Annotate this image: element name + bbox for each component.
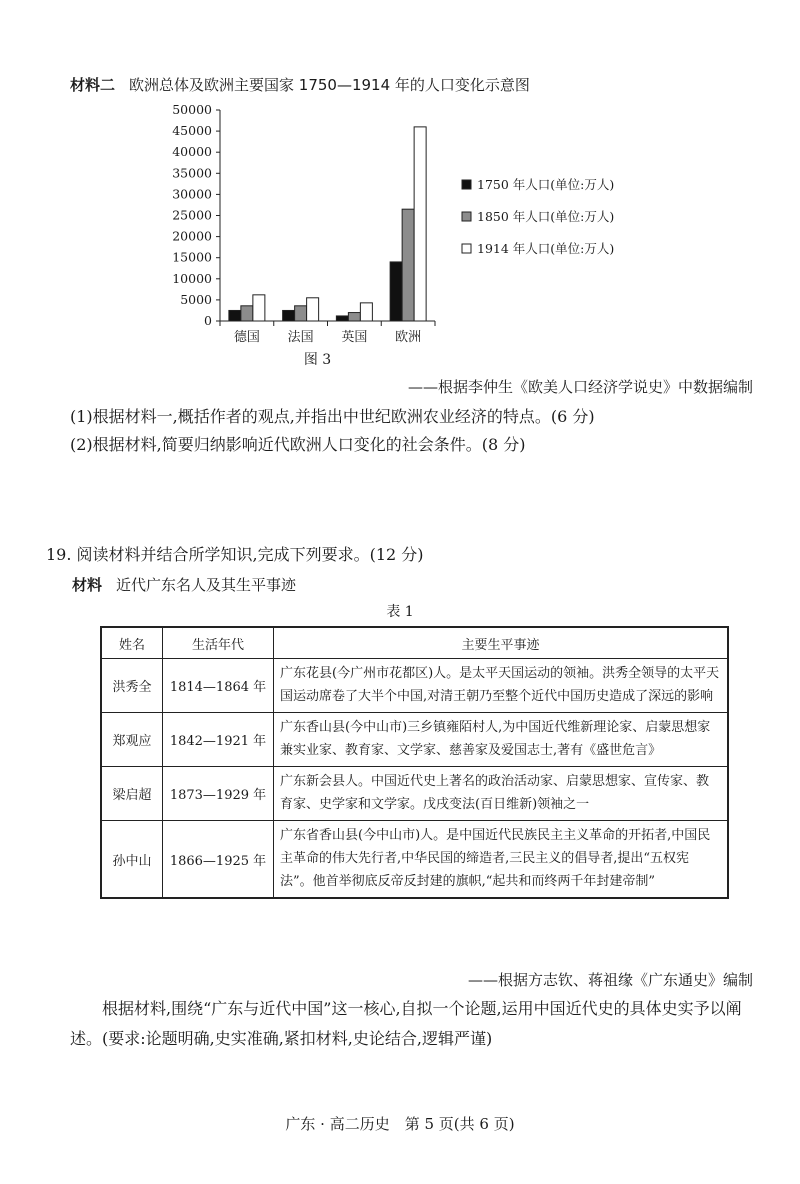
y-tick-label: 35000 [172, 165, 212, 181]
bar-欧洲-series-3 [414, 127, 426, 321]
y-tick-label: 40000 [172, 144, 212, 160]
legend-label: 1914 年人口(单位:万人) [477, 241, 615, 256]
legend-swatch [462, 244, 471, 253]
material-label: 材料 [72, 576, 103, 594]
material2-heading [70, 74, 530, 95]
person-years: 1814—1864 年 [163, 659, 274, 713]
bar-英国-series-1 [336, 316, 348, 321]
bar-法国-series-2 [295, 306, 307, 321]
y-tick-label: 5000 [180, 291, 212, 307]
material2-label: 材料二 [70, 76, 116, 94]
question-2: (2)根据材料,简要归纳影响近代欧洲人口变化的社会条件。(8 分) [70, 435, 526, 454]
question-19-material-heading [72, 574, 296, 595]
legend-swatch [462, 212, 471, 221]
person-deeds: 广东省香山县(今中山市)人。是中国近代民族民主主义革命的开拓者,中国民主革命的伟大先行者,中华民国的缔造者,三民主义的倡导者,提出“五权宪法”。他首举彻底反帝反封建的旗帜,“起共和而终两千年封建帝制” [274, 821, 729, 899]
x-category-label: 德国 [233, 330, 260, 345]
y-tick-label: 50000 [172, 102, 212, 117]
person-name: 梁启超 [101, 767, 163, 821]
table-row [101, 767, 728, 821]
x-category-label: 欧洲 [395, 330, 422, 345]
y-tick-label: 10000 [172, 270, 212, 286]
y-tick-label: 25000 [172, 207, 212, 223]
question-1: (1)根据材料一,概括作者的观点,并指出中世纪欧洲农业经济的特点。(6 分) [70, 407, 595, 426]
x-axis-ticks [220, 321, 435, 326]
header-years: 生活年代 [163, 627, 274, 659]
bar-德国-series-2 [241, 306, 253, 321]
bar-法国-series-3 [307, 298, 319, 321]
table-title: 表 1 [386, 604, 414, 620]
question-19-instruction: 根据材料,围绕“广东与近代中国”这一核心,自拟一个论题,运用中国近代史的具体史实予以阐述。(要求:论题明确,史实准确,紧扣材料,史论结合,逻辑严谨) [70, 999, 742, 1048]
y-tick-label: 15000 [172, 249, 212, 265]
figure-caption: 图 3 [303, 352, 332, 368]
table-header-row [101, 627, 728, 659]
question-19-prompt: 19. 阅读材料并结合所学知识,完成下列要求。(12 分) [46, 545, 424, 564]
person-deeds: 广东香山县(今中山市)三乡镇雍陌村人,为中国近代维新理论家、启蒙思想家兼实业家、教育家、文学家、慈善家及爱国志士,著有《盛世危言》 [274, 713, 729, 767]
person-deeds: 广东新会县人。中国近代史上著名的政治活动家、启蒙思想家、宣传家、教育家、史学家和文学家。戊戌变法(百日维新)领袖之一 [274, 767, 729, 821]
bar-英国-series-3 [360, 303, 372, 321]
bar-德国-series-1 [229, 310, 241, 321]
bar-德国-series-3 [253, 295, 265, 321]
person-deeds: 广东花县(今广州市花都区)人。是太平天国运动的领袖。洪秀全领导的太平天国运动席卷了大半个中国,对清王朝乃至整个近代中国历史造成了深远的影响 [274, 659, 729, 713]
table-row [101, 659, 728, 713]
bar-英国-series-2 [348, 313, 360, 321]
legend-swatch [462, 180, 471, 189]
bar-法国-series-1 [283, 310, 295, 321]
biography-table [100, 626, 729, 899]
person-years: 1873—1929 年 [163, 767, 274, 821]
person-name: 洪秀全 [101, 659, 163, 713]
x-category-label: 法国 [287, 330, 314, 345]
header-name: 姓名 [101, 627, 163, 659]
person-name: 孙中山 [101, 821, 163, 899]
material2-title: 欧洲总体及欧洲主要国家 1750—1914 年的人口变化示意图 [129, 76, 530, 94]
population-bar-chart [150, 98, 630, 370]
y-tick-label: 0 [204, 313, 212, 328]
legend-label: 1850 年人口(单位:万人) [477, 209, 615, 224]
table-row [101, 713, 728, 767]
y-tick-label: 20000 [172, 228, 212, 244]
source-note-2: ——根据方志钦、蒋祖缘《广东通史》编制 [467, 971, 753, 989]
person-years: 1866—1925 年 [163, 821, 274, 899]
bar-欧洲-series-1 [390, 262, 402, 321]
source-note-1: ——根据李仲生《欧美人口经济学说史》中数据编制 [407, 378, 753, 396]
table-row [101, 821, 728, 899]
x-category-label: 英国 [341, 330, 368, 345]
x-axis-category-labels [234, 329, 421, 345]
bar-欧洲-series-2 [402, 209, 414, 321]
page-footer: 广东 · 高二历史 第 5 页(共 6 页) [285, 1115, 515, 1133]
material-title: 近代广东名人及其生平事迹 [116, 576, 297, 594]
y-tick-label: 30000 [172, 186, 212, 202]
header-deeds: 主要生平事迹 [274, 627, 729, 659]
y-tick-label: 45000 [172, 123, 212, 139]
person-name: 郑观应 [101, 713, 163, 767]
y-axis-tick-labels [172, 102, 220, 328]
chart-bars [229, 127, 426, 321]
chart-legend [462, 177, 614, 256]
person-years: 1842—1921 年 [163, 713, 274, 767]
legend-label: 1750 年人口(单位:万人) [477, 177, 615, 192]
